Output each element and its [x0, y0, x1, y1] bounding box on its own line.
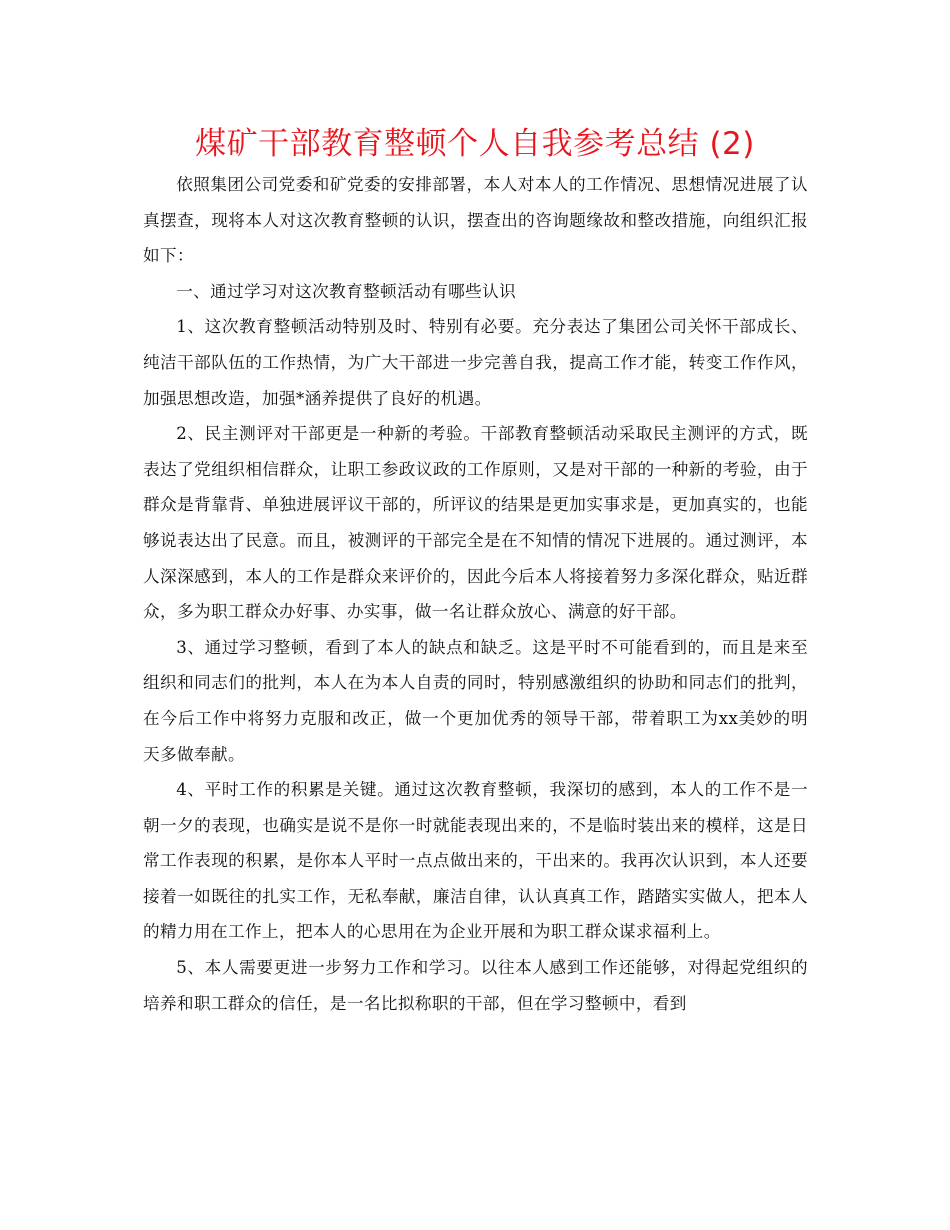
- paragraph-point-5: 5、本人需要更进一步努力工作和学习。以往本人感到工作还能够，对得起党组织的培养和职工群众的信任，是一名比拟称职的干部，但在学习整顿中，看到: [143, 958, 808, 1013]
- paragraph-intro: 依照集团公司党委和矿党委的安排部署，本人对本人的工作情况、思想情况进展了认真摆查，现将本人对这次教育整顿的认识，摆查出的咨询题缘故和整改措施，向组织汇报如下：: [143, 175, 808, 266]
- document-title: 煤矿干部教育整顿个人自我参考总结 (2): [195, 126, 755, 162]
- paragraph-point-1: 1、这次教育整顿活动特别及时、特别有必要。充分表达了集团公司关怀干部成长、纯洁干部队伍的工作热情，为广大干部进一步完善自我，提高工作才能，转变工作作风，加强思想改造，加强*涵养提供了良好的机遇。: [143, 317, 808, 408]
- document-body: [143, 167, 808, 1021]
- paragraph-point-3: 3、通过学习整顿，看到了本人的缺点和缺乏。这是平时不可能看到的，而且是来至组织和同志们的批判，本人在为本人自责的同时，特别感激组织的协助和同志们的批判，在今后工作中将努力克服和改正，做一个更加优秀的领导干部，带着职工为xx美妙的明天多做奉献。: [143, 637, 808, 764]
- section-heading-1: 一、通过学习对这次教育整顿活动有哪些认识: [176, 281, 517, 301]
- paragraph-point-4: 4、平时工作的积累是关键。通过这次教育整顿，我深切的感到，本人的工作不是一朝一夕的表现，也确实是说不是你一时就能表现出来的，不是临时装出来的模样，这是日常工作表现的积累，是你本人平时一点点做出来的，干出来的。我再次认识到，本人还要接着一如既往的扎实工作，无私奉献，廉洁自律，认认真真工作，踏踏实实做人，把本人的精力用在工作上，把本人的心思用在为企业开展和为职工群众谋求福利上。: [143, 780, 808, 942]
- paragraph-point-2: 2、民主测评对干部更是一种新的考验。干部教育整顿活动采取民主测评的方式，既表达了党组织相信群众，让职工参政议政的工作原则，又是对干部的一种新的考验，由于群众是背靠背、单独进展评议干部的，所评议的结果是更加实事求是，更加真实的，也能够说表达出了民意。而且，被测评的干部完全是在不知情的情况下进展的。通过测评，本人深深感到，本人的工作是群众来评价的，因此今后本人将接着努力多深化群众，贴近群众，多为职工群众办好事、办实事，做一名让群众放心、满意的好干部。: [143, 424, 808, 622]
